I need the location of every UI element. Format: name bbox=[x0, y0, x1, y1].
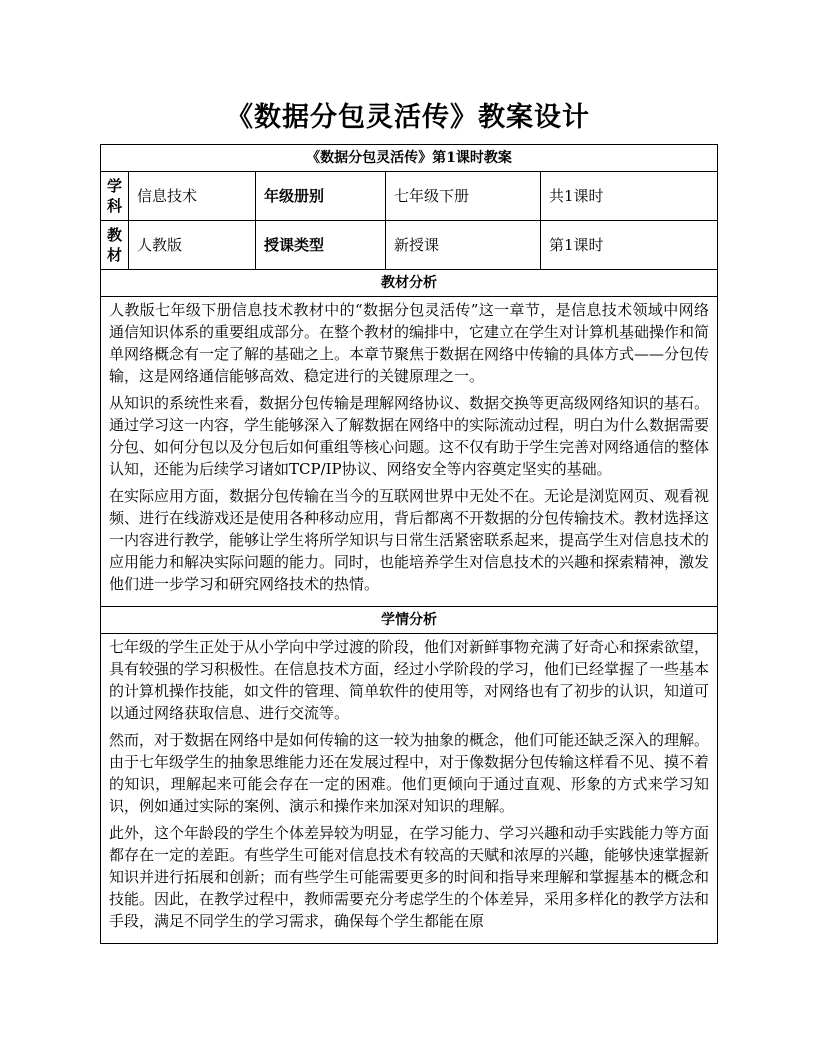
paragraph: 此外，这个年龄段的学生个体差异较为明显，在学习能力、学习兴趣和动手实践能力等方面都存在一定的差距。有些学生可能对信息技术有较高的天赋和浓厚的兴趣，能够快速掌握新知识并进行拓展和创新；而有些学生可能需要更多的时间和指导来理解和掌握基本的概念和技能。因此，在教学过程中，教师需要充分考虑学生的个体差异，采用多样化的教学方法和手段，满足不同学生的学习需求，确保每个学生都能在原 bbox=[109, 824, 710, 930]
lesson-type-label: 授课类型 bbox=[256, 221, 386, 270]
textbook-edition-value: 人教版 bbox=[129, 221, 256, 270]
grade-label: 年级册别 bbox=[256, 172, 386, 221]
document-title: 《数据分包灵活传》教案设计 bbox=[226, 102, 590, 133]
section-title-textbook-analysis: 教材分析 bbox=[101, 270, 718, 297]
lesson-plan-table bbox=[100, 144, 718, 944]
paragraph: 人教版七年级下册信息技术教材中的“数据分包灵活传”这一章节，是信息技术领域中网络通信知识体系的重要组成部分。在整个教材的编排中，它建立在学生对计算机基础操作和简单网络概念有一定了解的基础之上。本章节聚焦于数据在网络中传输的具体方式——分包传输，这是网络通信能够高效、稳定进行的关键原理之一。 bbox=[109, 301, 710, 385]
student-analysis-body bbox=[101, 634, 718, 944]
paragraph: 在实际应用方面，数据分包传输在当今的互联网世界中无处不在。无论是浏览网页、观看视频、进行在线游戏还是使用各种移动应用，背后都离不开数据的分包传输技术。教材选择这一内容进行教学，能够让学生将所学知识与日常生活紧密联系起来，提高学生对信息技术的应用能力和解决实际问题的能力。同时，也能培养学生对信息技术的兴趣和探索精神，激发他们进一步学习和研究网络技术的热情。 bbox=[109, 487, 710, 593]
subject-value: 信息技术 bbox=[129, 172, 256, 221]
paragraph: 然而，对于数据在网络中是如何传输的这一较为抽象的概念，他们可能还缺乏深入的理解。由于七年级学生的抽象思维能力还在发展过程中，对于像数据分包传输这样看不见、摸不着的知识，理解起来可能会存在一定的困难。他们更倾向于通过直观、形象的方式来学习知识，例如通过实际的案例、演示和操作来加深对知识的理解。 bbox=[109, 731, 710, 815]
grade-value: 七年级下册 bbox=[386, 172, 541, 221]
subject-label: 学科 bbox=[101, 172, 129, 221]
table-header: 《数据分包灵活传》第1课时教案 bbox=[101, 145, 718, 172]
total-periods-value: 共1课时 bbox=[541, 172, 718, 221]
period-value: 第1课时 bbox=[541, 221, 718, 270]
lesson-type-value: 新授课 bbox=[386, 221, 541, 270]
paragraph: 七年级的学生正处于从小学向中学过渡的阶段，他们对新鲜事物充满了好奇心和探索欲望，具有较强的学习积极性。在信息技术方面，经过小学阶段的学习，他们已经掌握了一些基本的计算机操作技能，如文件的管理、简单软件的使用等，对网络也有了初步的认识，知道可以通过网络获取信息、进行交流等。 bbox=[109, 638, 710, 722]
section-title-student-analysis: 学情分析 bbox=[101, 607, 718, 634]
textbook-analysis-body bbox=[101, 297, 718, 607]
textbook-label: 教材 bbox=[101, 221, 129, 270]
paragraph: 从知识的系统性来看，数据分包传输是理解网络协议、数据交换等更高级网络知识的基石。通过学习这一内容，学生能够深入了解数据在网络中的实际流动过程，明白为什么数据需要分包、如何分包以及分包后如何重组等核心问题。这不仅有助于学生完善对网络通信的整体认知，还能为后续学习诸如TCP/IP协议、网络安全等内容奠定坚实的基础。 bbox=[109, 394, 710, 478]
